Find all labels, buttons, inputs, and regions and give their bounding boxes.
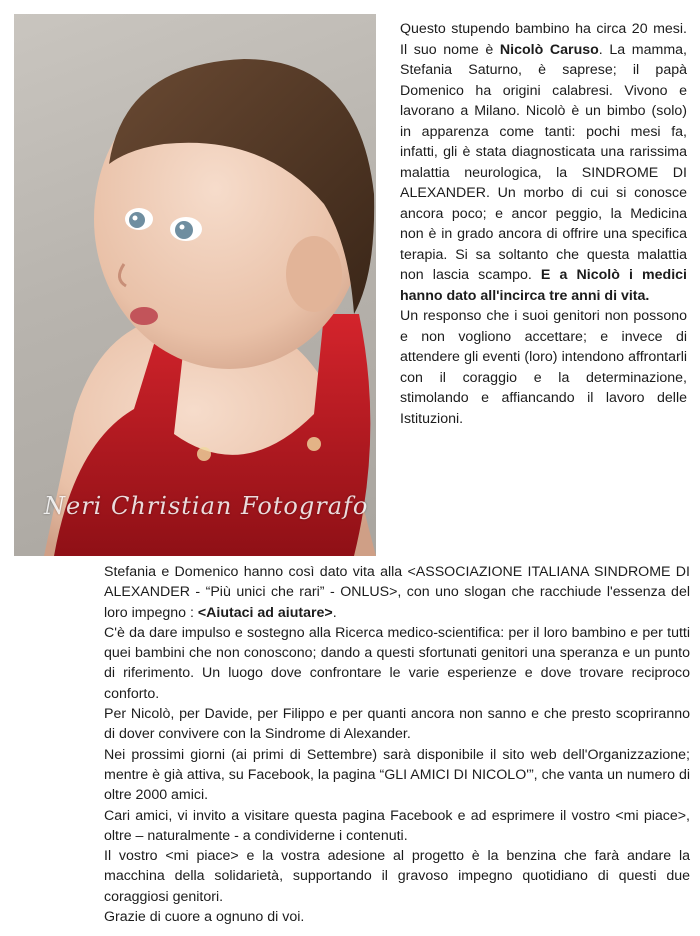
thanks-paragraph: Grazie di cuore a ognuno di voi. — [104, 909, 305, 926]
children-paragraph: Per Nicolò, per Davide, per Filippo e per quanti ancora non sanno e che presto scopriranno di dover convivere con la Sindrome di Alexander. — [104, 706, 690, 743]
association-paragraph — [104, 562, 690, 623]
prognosis-statement: E a Nicolò i medici hanno dato all'incirca tre anni di vita. — [400, 267, 687, 304]
facebook-invite-paragraph: Cari amici, vi invito a visitare questa pagina Facebook e ad esprimere il vostro <mi piace>, oltre – naturalmente - a condividerne i contenuti. — [104, 807, 690, 844]
slogan: <Aiutaci ad aiutare> — [197, 604, 333, 621]
intro-text-start: Questo stupendo bambino ha circa 20 mesi. Il suo nome è — [400, 21, 687, 58]
child-photo-illustration — [14, 14, 376, 556]
association-text — [104, 562, 690, 927]
website-paragraph: Nei prossimi giorni (ai primi di Settembre) sarà disponibile il sito web dell'Organizzazione; mentre è già attiva, su Facebook, la pagina “GLI AMICI DI NICOLO'”, che vanta un numero di oltre 2000 amici. — [104, 746, 690, 804]
photographer-watermark: Neri Christian Fotografo — [44, 492, 369, 520]
intro-column — [400, 19, 687, 429]
intro-text-middle: . La mamma, Stefania Saturno, è saprese; il papà Domenico ha origini calabresi. Vivono e lavorano a Milano. Nicolò è un bimbo (solo) in apparenza come tanti: pochi mesi fa, infatti, gli è stata diagnosticata una rarissima malattia neurologica, la SINDROME DI ALEXANDER. Un morbo di cui si conosce ancora poco; e ancor peggio, la Medicina non è in grado ancora di offrire una specifica terapia. Si sa soltanto che questa malattia non lascia scampo. — [400, 41, 687, 283]
association-text-start: Stefania e Domenico hanno così dato vita alla <ASSOCIAZIONE ITALIANA SINDROME DI ALEXANDER - “Più unici che rari” - ONLUS>, con uno slogan che racchiude l'essenza del loro impegno : — [104, 564, 690, 621]
child-name: Nicolò Caruso — [499, 41, 599, 58]
solidarity-paragraph: Il vostro <mi piace> e la vostra adesione al progetto è la benzina che farà andare la macchina della solidarietà, supportando il gravoso impegno quotidiano di questi due coraggiosi genitori. — [104, 848, 690, 905]
intro-paragraph — [400, 19, 687, 306]
child-photo — [14, 14, 376, 556]
research-paragraph: C'è da dare impulso e sostegno alla Ricerca medico-scientifica: per il loro bambino e per tutti quei bambini che non conoscono; dando a questi sfortunati genitori una speranza e un punto di riferimento. Un luogo dove confrontare le varie esperienze e dove trovare reciproco conforto. — [104, 624, 690, 702]
association-text-end: . — [332, 604, 337, 621]
parents-response-paragraph: Un responso che i suoi genitori non possono e non vogliono accettare; e invece di attendere gli eventi (loro) intendono affrontarli con il coraggio e la determinazione, stimolando e affiancando il lavoro delle Istituzioni. — [400, 308, 687, 427]
